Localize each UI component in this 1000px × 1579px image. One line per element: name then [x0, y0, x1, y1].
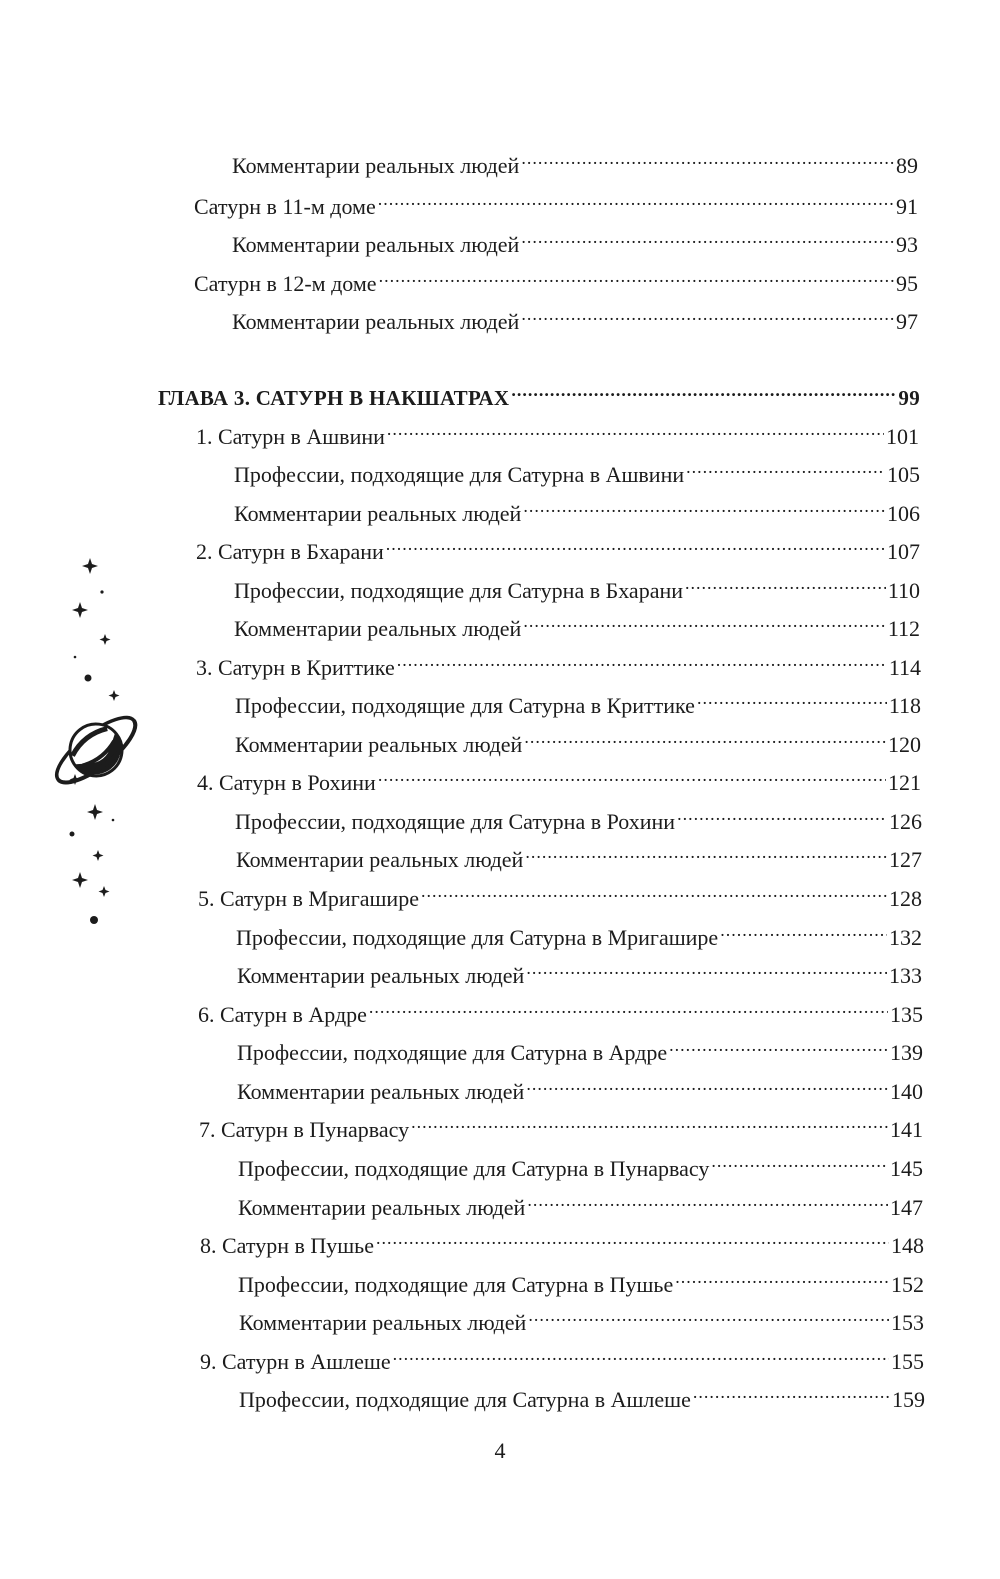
toc-entry[interactable] [238, 1183, 923, 1220]
toc-entry-title: 3. Сатурн в Криттике [196, 655, 395, 680]
toc-entry-title: Профессии, подходящие для Сатурна в Ардре [237, 1040, 668, 1065]
star-icon [109, 690, 120, 701]
toc-leader-dots [526, 951, 887, 983]
toc-entry-title: Комментарии реальных людей [234, 501, 522, 526]
toc-entry[interactable] [235, 720, 921, 757]
toc-entry[interactable] [232, 141, 918, 178]
toc-entry[interactable] [235, 681, 921, 718]
toc-entry-title: Комментарии реальных людей [238, 1195, 526, 1220]
toc-leader-dots [685, 566, 886, 598]
toc-entry-page: 107 [887, 539, 920, 564]
toc-entry-page: 126 [889, 809, 922, 834]
toc-entry-title: Комментарии реальных людей [237, 1079, 525, 1104]
toc-entry-title: 8. Сатурн в Пушье [200, 1233, 374, 1258]
toc-leader-dots [369, 990, 888, 1022]
toc-entry-page: 97 [896, 309, 918, 334]
toc-leader-dots [523, 489, 885, 521]
toc-entry[interactable] [236, 913, 922, 950]
toc-entry[interactable] [196, 412, 919, 449]
toc-entry-page: 114 [888, 655, 921, 680]
toc-leader-dots [511, 373, 896, 405]
toc-entry-title: Сатурн в 12-м доме [194, 271, 377, 296]
toc-leader-dots [526, 1067, 888, 1099]
toc-entry[interactable] [234, 604, 920, 641]
toc-entry[interactable] [194, 259, 918, 296]
toc-entry-page: 101 [886, 424, 919, 449]
toc-entry-page: 93 [896, 232, 918, 257]
toc-entry-title: Профессии, подходящие для Сатурна в Криттике [235, 693, 695, 718]
toc-leader-dots [411, 1105, 888, 1137]
star-icon [87, 804, 103, 820]
star-icon [93, 850, 104, 861]
toc-entry[interactable] [239, 1375, 925, 1412]
toc-entry[interactable] [238, 1260, 924, 1297]
toc-entry-title: 1. Сатурн в Ашвини [196, 424, 385, 449]
toc-leader-dots [528, 1298, 889, 1330]
toc-entry-page: 95 [896, 271, 918, 296]
toc-leader-dots [525, 835, 887, 867]
toc-entry[interactable] [234, 566, 920, 603]
toc-entry-page: 152 [891, 1272, 924, 1297]
toc-entry-page: 121 [888, 770, 921, 795]
dot-icon [100, 590, 103, 593]
toc-chapter-heading[interactable] [158, 373, 920, 410]
toc-entry-page: 139 [890, 1040, 923, 1065]
star-icon [72, 872, 88, 888]
toc-entry-page: 132 [889, 925, 922, 950]
toc-entry-page: 91 [896, 194, 918, 219]
toc-entry[interactable] [198, 874, 922, 911]
toc-entry-page: 112 [887, 616, 920, 641]
toc-leader-dots [523, 604, 885, 636]
toc-entry-page: 106 [887, 501, 920, 526]
toc-entry-title: Сатурн в 11-м доме [194, 194, 376, 219]
toc-entry-page: 133 [889, 963, 922, 988]
toc-entry-page: 118 [888, 693, 921, 718]
toc-leader-dots [521, 141, 894, 173]
toc-leader-dots [677, 797, 887, 829]
toc-entry-title: Профессии, подходящие для Сатурна в Бхарани [234, 578, 684, 603]
toc-entry-title: 4. Сатурн в Рохини [197, 770, 376, 795]
toc-leader-dots [387, 412, 884, 444]
toc-entry-title: Комментарии реальных людей [234, 616, 522, 641]
toc-entry[interactable] [236, 835, 922, 872]
toc-entry-title: ГЛАВА 3. САТУРН В НАКШАТРАХ [158, 386, 510, 410]
toc-leader-dots [521, 297, 894, 329]
toc-entry-title: Профессии, подходящие для Сатурна в Ашлеше [239, 1387, 691, 1412]
toc-entry[interactable] [234, 450, 920, 487]
toc-leader-dots [711, 1144, 888, 1176]
toc-leader-dots [693, 1375, 890, 1407]
toc-leader-dots [675, 1260, 889, 1292]
toc-entry-page: 128 [889, 886, 922, 911]
toc-entry[interactable] [198, 990, 923, 1027]
toc-entry[interactable] [234, 489, 920, 526]
toc-leader-dots [697, 681, 887, 713]
dot-icon [70, 832, 75, 837]
toc-entry-title: Комментарии реальных людей [232, 309, 520, 334]
toc-entry-title: Комментарии реальных людей [239, 1310, 527, 1335]
toc-entry[interactable] [200, 1337, 924, 1374]
toc-entry-page: 99 [898, 386, 920, 410]
toc-entry[interactable] [232, 297, 918, 334]
toc-entry-page: 105 [887, 462, 920, 487]
toc-leader-dots [686, 450, 885, 482]
toc-entry-title: 5. Сатурн в Мригашире [198, 886, 419, 911]
toc-entry-title: 9. Сатурн в Ашлеше [200, 1349, 391, 1374]
toc-entry-page: 155 [891, 1349, 924, 1374]
dot-icon [112, 819, 115, 822]
toc-entry[interactable] [196, 643, 921, 680]
toc-entry-page: 141 [890, 1117, 923, 1142]
toc-leader-dots [386, 527, 885, 559]
toc-entry[interactable] [235, 797, 922, 834]
toc-entry-page: 89 [896, 153, 918, 178]
page-number: 4 [494, 1438, 506, 1463]
toc-entry[interactable] [238, 1144, 923, 1181]
toc-entry-page: 147 [890, 1195, 923, 1220]
toc-entry-title: Профессии, подходящие для Сатурна в Ашвини [234, 462, 685, 487]
toc-entry[interactable] [237, 951, 922, 988]
toc-entry[interactable] [194, 182, 918, 219]
toc-leader-dots [527, 1183, 888, 1215]
toc-entry[interactable] [196, 527, 920, 564]
toc-entry-title: Профессии, подходящие для Сатурна в Пунарвасу [238, 1156, 710, 1181]
toc-leader-dots [393, 1337, 889, 1369]
saturn-icon [50, 700, 150, 800]
toc-entry-page: 140 [890, 1079, 923, 1104]
star-icon [72, 602, 88, 618]
dot-icon [74, 656, 77, 659]
toc-leader-dots [524, 720, 886, 752]
toc-entry-page: 110 [887, 578, 920, 603]
toc-entry-title: 6. Сатурн в Ардре [198, 1002, 367, 1027]
toc-entry-page: 145 [890, 1156, 923, 1181]
toc-entry-page: 153 [891, 1310, 924, 1335]
toc-entry[interactable] [200, 1221, 924, 1258]
toc-leader-dots [397, 643, 887, 675]
toc-leader-dots [378, 182, 894, 214]
toc-entry[interactable] [232, 220, 918, 257]
toc-leader-dots [379, 259, 894, 291]
toc-entry-page: 135 [890, 1002, 923, 1027]
toc-leader-dots [421, 874, 887, 906]
toc-entry[interactable] [197, 758, 921, 795]
toc-entry-title: 2. Сатурн в Бхарани [196, 539, 384, 564]
toc-leader-dots [376, 1221, 889, 1253]
toc-entry-title: 7. Сатурн в Пунарвасу [199, 1117, 410, 1142]
dot-icon [85, 675, 92, 682]
toc-entry[interactable] [237, 1067, 923, 1104]
star-icon [82, 558, 98, 574]
toc-entry-title: Комментарии реальных людей [232, 153, 520, 178]
toc-entry-title: Профессии, подходящие для Сатурна в Рохини [235, 809, 676, 834]
toc-entry-title: Комментарии реальных людей [237, 963, 525, 988]
toc-leader-dots [521, 220, 894, 252]
toc-entry[interactable] [237, 1028, 923, 1065]
toc-entry[interactable] [199, 1105, 923, 1142]
toc-leader-dots [378, 758, 886, 790]
toc-entry-title: Комментарии реальных людей [236, 847, 524, 872]
toc-entry[interactable] [239, 1298, 924, 1335]
dot-icon [90, 916, 98, 924]
toc-entry-title: Комментарии реальных людей [232, 232, 520, 257]
saturn-decoration-icon [50, 550, 150, 940]
toc-entry-page: 127 [889, 847, 922, 872]
toc-leader-dots [720, 913, 887, 945]
toc-entry-page: 120 [888, 732, 921, 757]
star-icon [100, 634, 111, 645]
toc-leader-dots [669, 1028, 888, 1060]
toc-entry-page: 148 [891, 1233, 924, 1258]
toc-entry-page: 159 [892, 1387, 925, 1412]
star-icon [99, 886, 110, 897]
toc-entry-title: Профессии, подходящие для Сатурна в Мригашире [236, 925, 719, 950]
toc-entry-title: Комментарии реальных людей [235, 732, 523, 757]
toc-entry-title: Профессии, подходящие для Сатурна в Пушье [238, 1272, 674, 1297]
